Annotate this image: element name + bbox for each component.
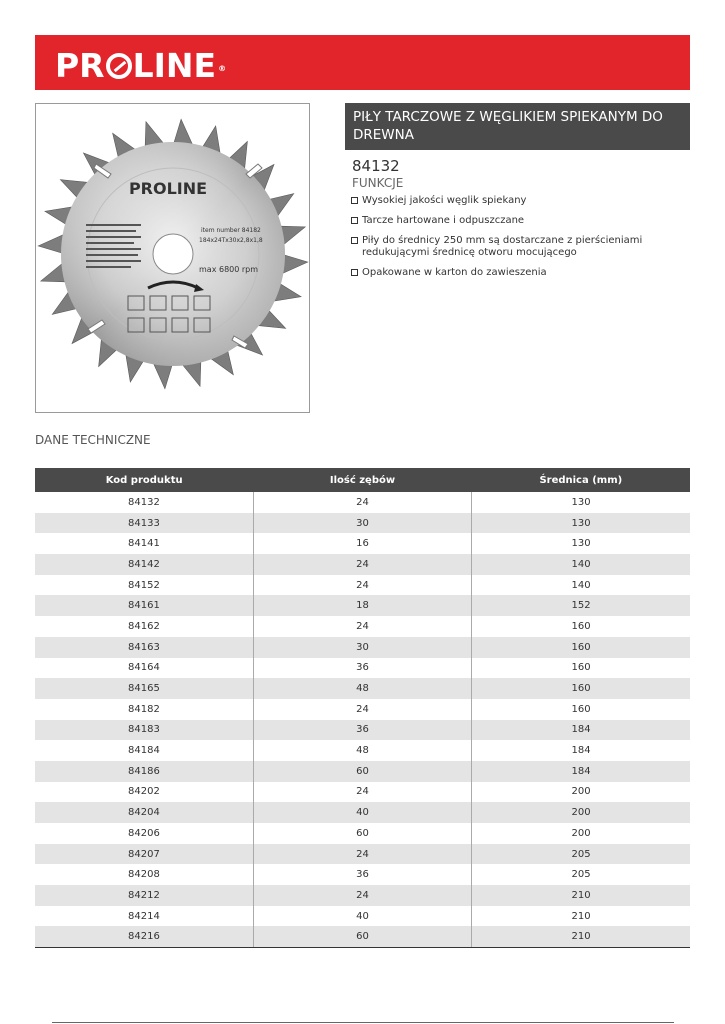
header-product-code: Kod produktu [35, 468, 253, 492]
table-row [35, 678, 690, 699]
cell-product-code: 84142 [35, 554, 253, 575]
table-body [35, 492, 690, 948]
feature-item [351, 195, 686, 207]
registered-mark: ® [218, 64, 227, 73]
cell-teeth-count: 48 [253, 740, 471, 761]
cell-product-code: 84182 [35, 699, 253, 720]
table-row [35, 658, 690, 679]
cell-teeth-count: 60 [253, 823, 471, 844]
checkbox-square-icon [351, 197, 358, 204]
checkbox-square-icon [351, 237, 358, 244]
checkbox-square-icon [351, 217, 358, 224]
cell-teeth-count: 24 [253, 885, 471, 906]
cell-teeth-count: 40 [253, 802, 471, 823]
product-code: 84132 [352, 157, 400, 175]
cell-teeth-count: 60 [253, 926, 471, 947]
cell-teeth-count: 24 [253, 844, 471, 865]
cell-product-code: 84164 [35, 658, 253, 679]
table-header-row [35, 468, 690, 492]
features-list [351, 195, 686, 287]
brand-banner [35, 35, 690, 90]
cell-diameter: 130 [472, 513, 690, 534]
cell-diameter: 160 [472, 658, 690, 679]
cell-diameter: 160 [472, 637, 690, 658]
cell-diameter: 200 [472, 823, 690, 844]
table-row [35, 864, 690, 885]
cell-product-code: 84141 [35, 533, 253, 554]
cell-diameter: 184 [472, 740, 690, 761]
cell-product-code: 84206 [35, 823, 253, 844]
blade-brand-text: PROLINE [128, 179, 208, 198]
cell-diameter: 160 [472, 699, 690, 720]
blade-item-label: item number 84182 [201, 227, 261, 234]
cell-diameter: 152 [472, 595, 690, 616]
table-row [35, 740, 690, 761]
cell-teeth-count: 36 [253, 720, 471, 741]
table-row [35, 637, 690, 658]
table-row [35, 595, 690, 616]
cell-diameter: 210 [472, 906, 690, 927]
tech-data-table [35, 468, 690, 948]
table-row [35, 782, 690, 803]
cell-product-code: 84214 [35, 906, 253, 927]
cell-diameter: 205 [472, 844, 690, 865]
table-row [35, 906, 690, 927]
proline-logo [55, 43, 226, 89]
cell-product-code: 84165 [35, 678, 253, 699]
cell-teeth-count: 18 [253, 595, 471, 616]
cell-diameter: 184 [472, 720, 690, 741]
product-title: PIŁY TARCZOWE Z WĘGLIKIEM SPIEKANYM DO DREWNA [345, 103, 690, 150]
feature-text: Opakowane w karton do zawieszenia [362, 267, 547, 278]
table-row [35, 844, 690, 865]
cell-teeth-count: 24 [253, 554, 471, 575]
blade-bore [153, 234, 193, 274]
feature-item [351, 235, 686, 259]
cell-diameter: 140 [472, 554, 690, 575]
cell-diameter: 200 [472, 782, 690, 803]
feature-text: Piły do średnicy 250 mm są dostarczane z pierścieniami redukującymi średnicę otworu mocującego [362, 235, 643, 258]
cell-teeth-count: 24 [253, 616, 471, 637]
cell-teeth-count: 40 [253, 906, 471, 927]
cell-diameter: 130 [472, 492, 690, 513]
cell-product-code: 84212 [35, 885, 253, 906]
checkbox-square-icon [351, 269, 358, 276]
footer-divider [52, 1022, 674, 1023]
saw-blade-image [36, 104, 309, 412]
cell-diameter: 184 [472, 761, 690, 782]
cell-teeth-count: 30 [253, 513, 471, 534]
feature-text: Wysokiej jakości węglik spiekany [362, 195, 527, 206]
cell-teeth-count: 24 [253, 782, 471, 803]
cell-teeth-count: 36 [253, 864, 471, 885]
header-diameter: Średnica (mm) [472, 468, 690, 492]
cell-teeth-count: 24 [253, 699, 471, 720]
cell-product-code: 84184 [35, 740, 253, 761]
table-row [35, 575, 690, 596]
table-row [35, 761, 690, 782]
cell-teeth-count: 60 [253, 761, 471, 782]
cell-product-code: 84152 [35, 575, 253, 596]
cell-product-code: 84183 [35, 720, 253, 741]
table-row [35, 926, 690, 947]
table-row [35, 492, 690, 513]
cell-product-code: 84202 [35, 782, 253, 803]
cell-product-code: 84208 [35, 864, 253, 885]
functions-heading: FUNKCJE [352, 176, 404, 190]
cell-diameter: 160 [472, 616, 690, 637]
table-row [35, 802, 690, 823]
cell-product-code: 84216 [35, 926, 253, 947]
logo-ring-icon [106, 53, 132, 79]
cell-product-code: 84132 [35, 492, 253, 513]
cell-product-code: 84186 [35, 761, 253, 782]
cell-product-code: 84133 [35, 513, 253, 534]
cell-teeth-count: 48 [253, 678, 471, 699]
table-row [35, 513, 690, 534]
cell-product-code: 84162 [35, 616, 253, 637]
tech-data-heading: DANE TECHNICZNE [35, 433, 151, 447]
cell-teeth-count: 24 [253, 575, 471, 596]
cell-teeth-count: 36 [253, 658, 471, 679]
cell-diameter: 200 [472, 802, 690, 823]
product-image-frame [35, 103, 310, 413]
logo-text-post: LINE [132, 46, 217, 85]
cell-diameter: 140 [472, 575, 690, 596]
cell-diameter: 130 [472, 533, 690, 554]
cell-teeth-count: 30 [253, 637, 471, 658]
table-row [35, 616, 690, 637]
feature-item [351, 267, 686, 279]
cell-product-code: 84163 [35, 637, 253, 658]
cell-teeth-count: 24 [253, 492, 471, 513]
table-row [35, 699, 690, 720]
table-row [35, 823, 690, 844]
cell-teeth-count: 16 [253, 533, 471, 554]
table-row [35, 554, 690, 575]
cell-product-code: 84207 [35, 844, 253, 865]
blade-rpm: max 6800 rpm [199, 265, 259, 274]
table-row [35, 533, 690, 554]
cell-product-code: 84161 [35, 595, 253, 616]
table-row [35, 885, 690, 906]
header-teeth-count: Ilość zębów [253, 468, 471, 492]
cell-diameter: 210 [472, 885, 690, 906]
cell-diameter: 205 [472, 864, 690, 885]
cell-diameter: 160 [472, 678, 690, 699]
feature-item [351, 215, 686, 227]
cell-product-code: 84204 [35, 802, 253, 823]
blade-spec: 184x24Tx30x2,8x1,8 [199, 237, 263, 244]
table-row [35, 720, 690, 741]
logo-text-pre: PR [55, 46, 105, 85]
feature-text: Tarcze hartowane i odpuszczane [362, 215, 525, 226]
cell-diameter: 210 [472, 926, 690, 947]
